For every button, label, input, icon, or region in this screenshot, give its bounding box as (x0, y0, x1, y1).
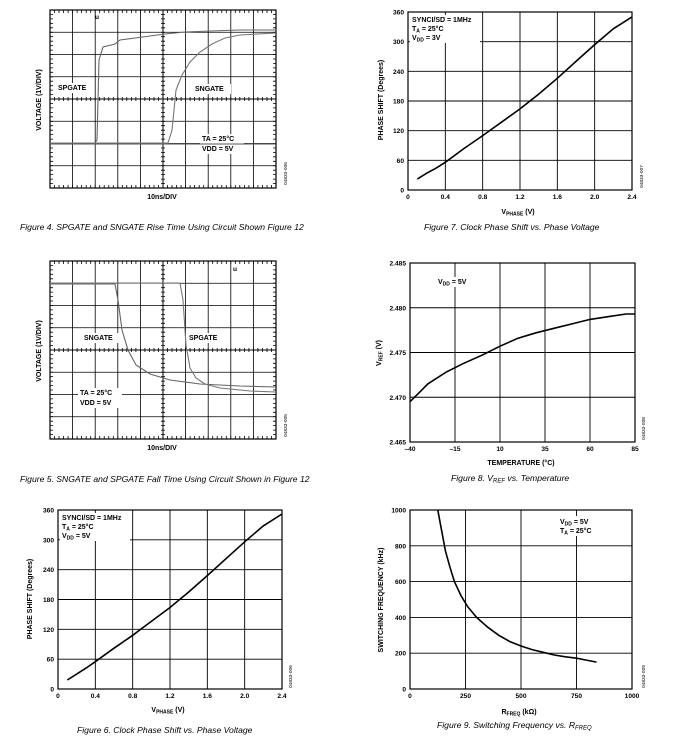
fig8-side-id: 04833-008 (642, 417, 647, 440)
fig6-xtick-label: 2.4 (277, 693, 287, 700)
figure-6 (27, 508, 294, 736)
fig7-annot-sync: SYNCI/SD = 1MHz (412, 17, 472, 24)
fig8-xtick-label: 60 (586, 446, 594, 453)
fig8-xtick-label: –15 (449, 446, 461, 453)
fig6-annot-sync: SYNCI/SD = 1MHz (62, 515, 122, 522)
fig7-caption: Figure 7. Clock Phase Shift vs. Phase Voltage (424, 222, 600, 232)
fig4-caption: Figure 4. SPGATE and SNGATE Rise Time Using Circuit Shown Figure 12 (20, 222, 304, 232)
fig6-side-id: 04833-006 (289, 665, 294, 688)
fig7-ytick-label: 180 (392, 98, 404, 106)
fig4-ylabel: VOLTAGE (1V/DIV) (36, 69, 43, 131)
fig8-ylabel: $V_{REF}$ (V) (376, 340, 385, 366)
figure-8 (376, 261, 647, 485)
fig9-side-id: 04833-009 (642, 665, 647, 688)
fig9-ytick-label: 800 (394, 543, 406, 551)
fig7-xtick-label: 0.4 (440, 194, 450, 201)
fig8-caption: Figure 8. VREF vs. Temperature (451, 473, 570, 485)
fig7-ytick-label: 120 (392, 128, 404, 136)
fig9-xlabel: $R_{FREQ}$ (kΩ) (501, 709, 537, 718)
fig5-label-ta: TA = 25°C (80, 390, 113, 397)
fig6-ylabel: PHASE SHIFT (Degrees) (27, 558, 34, 640)
fig7-xlabel: $V_{PHASE}$ (V) (501, 209, 535, 218)
fig6-ytick-label: 300 (42, 537, 54, 545)
fig9-annot-ta: $T_A = 25^\circ C$ (560, 528, 592, 537)
fig9-ytick-label: 1000 (391, 507, 406, 515)
fig4-marker: u (95, 14, 100, 21)
fig8-plot (389, 261, 639, 454)
fig9-xtick-label: 750 (570, 693, 583, 700)
fig7-ytick-label: 240 (392, 68, 404, 76)
fig8-ytick-label: 2.480 (389, 305, 406, 313)
fig6-xtick-label: 0.8 (128, 693, 138, 700)
fig6-xtick-label: 2.0 (240, 693, 250, 700)
fig4-side-id: 04833-006 (284, 162, 289, 185)
fig8-xtick-label: 35 (541, 446, 549, 453)
fig5-caption: Figure 5. SNGATE and SPGATE Fall Time Using Circuit Shown in Figure 12 (20, 474, 310, 484)
fig8-data-line (410, 314, 635, 402)
fig7-ytick-label: 60 (396, 157, 404, 165)
fig4-label-ta: TA = 25°C (202, 136, 235, 143)
fig6-xtick-label: 1.2 (165, 693, 175, 700)
fig8-ytick-label: 2.465 (389, 439, 406, 447)
scope-grid-4 (50, 10, 276, 188)
fig8-ytick-label: 2.485 (389, 260, 406, 268)
fig4-xlabel: 10ns/DIV (147, 194, 177, 201)
figure-7 (378, 10, 645, 233)
figure-5 (20, 261, 310, 484)
figure-9 (378, 508, 647, 732)
fig9-caption: Figure 9. Switching Frequency vs. RFREQ (437, 720, 592, 732)
fig7-ytick-label: 0 (400, 187, 404, 195)
scope-grid-5 (50, 261, 276, 439)
fig8-ytick-label: 2.470 (389, 394, 406, 402)
fig5-label-vdd: VDD = 5V (80, 400, 112, 407)
fig7-xtick-label: 2.0 (590, 194, 600, 201)
figure-4 (20, 10, 304, 232)
fig5-side-id: 04833-005 (284, 414, 289, 437)
fig9-xtick-label: 500 (515, 693, 527, 700)
fig8-annot-vdd: $V_{DD} = 5V$ (438, 279, 467, 288)
fig7-annot-ta: $T_A = 25^\circ C$ (412, 26, 444, 35)
fig9-ylabel: SWITCHING FREQUENCY (kHz) (378, 547, 385, 653)
fig6-xtick-label: 0.4 (90, 693, 100, 700)
fig7-xtick-label: 1.6 (552, 194, 562, 201)
fig5-label-spgate: SPGATE (189, 335, 218, 342)
fig8-xtick-label: –40 (404, 446, 416, 453)
fig5-label-sngate: SNGATE (84, 335, 113, 342)
fig9-xtick-label: 0 (408, 693, 412, 700)
fig7-xtick-label: 2.4 (627, 194, 637, 201)
fig9-annot-vdd: $V_{DD} = 5V$ (560, 519, 589, 528)
fig5-xlabel: 10ns/DIV (147, 445, 177, 452)
fig7-annot-vdd: $V_{DD} = 3V$ (412, 35, 441, 44)
fig9-xtick-label: 250 (459, 693, 472, 700)
fig9-plot (391, 508, 639, 701)
fig7-side-id: 04833-007 (640, 165, 645, 188)
fig4-label-sngate: SNGATE (195, 86, 224, 93)
fig6-ytick-label: 360 (42, 507, 54, 515)
fig6-ytick-label: 120 (42, 626, 54, 634)
fig6-annot-ta: $T_A = 25^\circ C$ (62, 524, 94, 533)
fig8-xtick-label: 10 (496, 446, 504, 453)
fig6-annot-vdd: $V_{DD} = 5V$ (62, 533, 91, 542)
fig6-ytick-label: 180 (42, 597, 54, 604)
fig6-ytick-label: 60 (46, 656, 54, 664)
fig6-ytick-label: 0 (50, 686, 54, 694)
fig4-label-spgate: SPGATE (58, 85, 87, 92)
fig4-label-vdd: VDD = 5V (202, 146, 234, 153)
fig7-xtick-label: 0.8 (478, 194, 488, 201)
fig9-xtick-label: 1000 (624, 693, 640, 700)
fig7-xtick-label: 1.2 (515, 194, 525, 201)
fig6-ytick-label: 240 (42, 567, 54, 575)
fig6-caption: Figure 6. Clock Phase Shift vs. Phase Voltage (77, 725, 253, 735)
fig8-xlabel: TEMPERATURE (°C) (487, 460, 555, 467)
fig6-xlabel: $V_{PHASE}$ (V) (151, 707, 185, 716)
fig7-xtick-label: 0 (406, 194, 410, 201)
fig9-ytick-label: 600 (394, 579, 406, 587)
fig9-ytick-label: 0 (402, 686, 406, 694)
fig9-ytick-label: 200 (394, 650, 406, 658)
fig8-xtick-label: 85 (631, 446, 639, 453)
fig7-ylabel: PHASE SHIFT (Degrees) (378, 59, 385, 141)
fig7-ytick-label: 300 (392, 39, 404, 47)
fig6-xtick-label: 1.6 (202, 693, 212, 700)
fig5-marker: u (233, 266, 238, 273)
fig8-ytick-label: 2.475 (389, 350, 406, 357)
fig6-xtick-label: 0 (56, 693, 60, 700)
fig7-ytick-label: 360 (392, 9, 404, 17)
fig9-ytick-label: 400 (394, 614, 406, 622)
fig5-ylabel: VOLTAGE (1V/DIV) (36, 320, 43, 382)
